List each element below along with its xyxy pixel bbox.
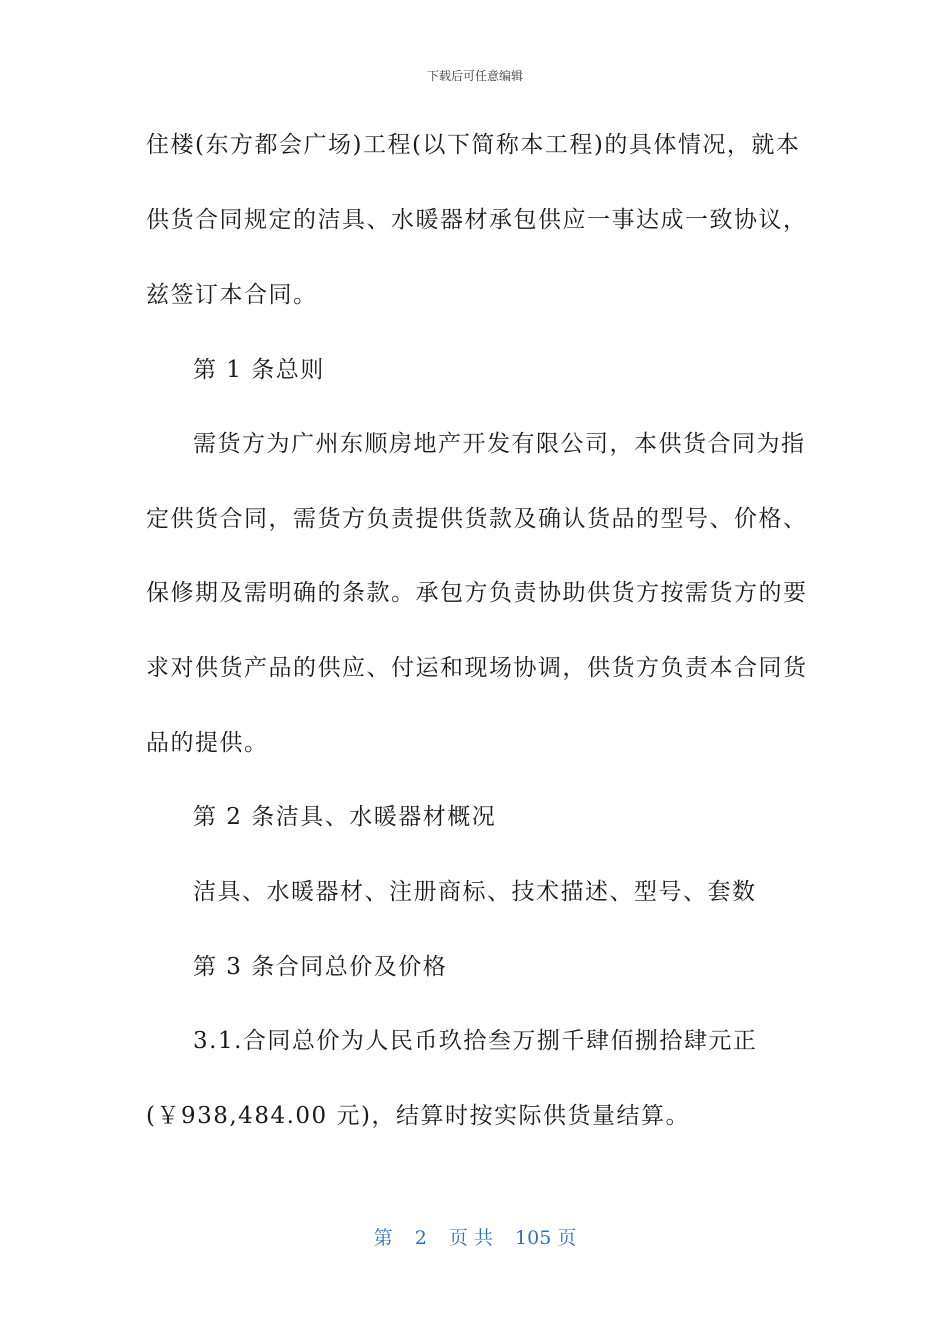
section-heading-1: 第 1 条总则 [193,357,325,383]
paragraph-line: 求对供货产品的供应、付运和现场协调，供货方负责本合同货 [146,655,808,681]
footer-middle: 页 共 [448,1227,493,1249]
paragraph-line: 供货合同规定的洁具、水暖器材承包供应一事达成一致协议， [146,207,808,233]
footer-current-page: 2 [414,1227,427,1249]
section-heading-3: 第 3 条合同总价及价格 [193,954,448,980]
paragraph-line: (￥938,484.00 元)，结算时按实际供货量结算。 [146,1103,690,1129]
footer-prefix: 第 [373,1227,393,1249]
paragraph-line: 定供货合同，需货方负责提供货款及确认货品的型号、价格、 [146,506,808,532]
paragraph-line: 需货方为广州东顺房地产开发有限公司，本供货合同为指 [193,431,806,457]
page-header-note: 下载后可任意编辑 [426,69,523,83]
paragraph-line: 兹签订本合同。 [146,282,318,308]
paragraph-line: 3.1.合同总价为人民币玖拾叁万捌千肆佰捌拾肆元正 [193,1028,758,1054]
paragraph-line: 洁具、水暖器材、注册商标、技术描述、型号、套数 [193,879,757,905]
footer-total-pages: 105 [515,1227,552,1249]
paragraph-line: 保修期及需明确的条款。承包方负责协助供货方按需货方的要 [146,580,808,606]
paragraph-line: 品的提供。 [146,730,269,756]
footer-suffix: 页 [557,1227,577,1249]
page-footer [0,1226,950,1250]
paragraph-line: 住楼(东方都会广场)工程(以下简称本工程)的具体情况，就本 [146,132,801,158]
section-heading-2: 第 2 条洁具、水暖器材概况 [193,804,497,830]
